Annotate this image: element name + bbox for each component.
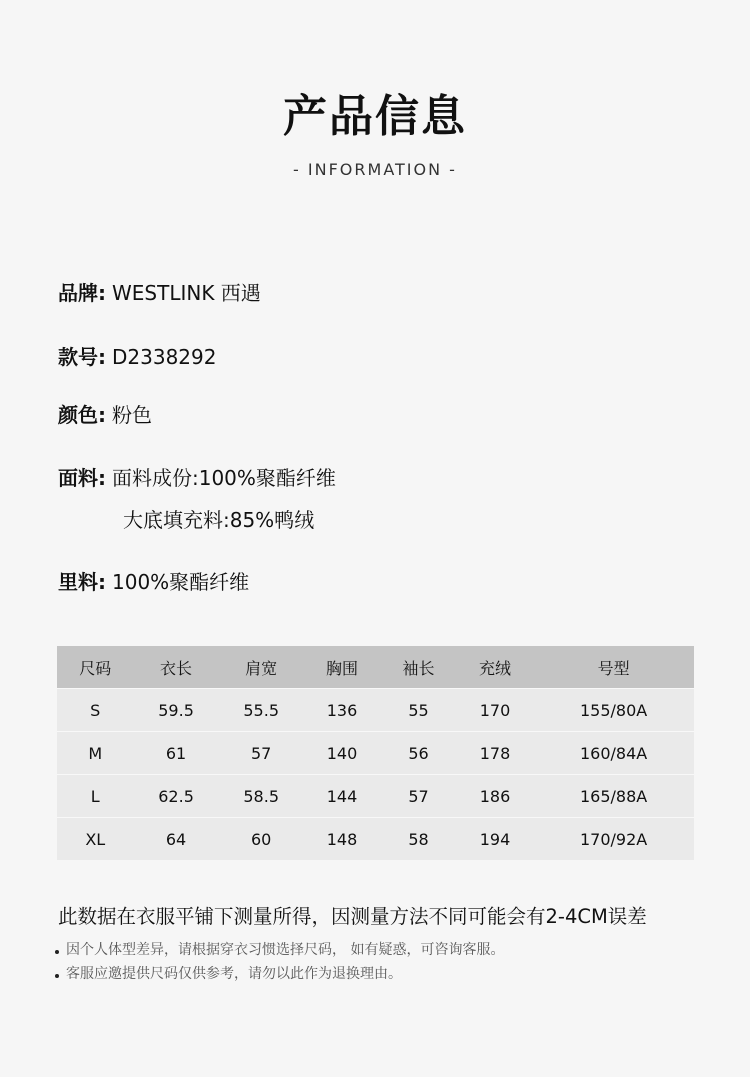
- size-chart-table: [57, 646, 694, 860]
- page-subtitle: - INFORMATION -: [293, 160, 457, 179]
- table-cell: 148: [304, 818, 381, 861]
- fabric-value: 面料成份:100%聚酯纤维: [112, 466, 336, 490]
- style-number-value: D2338292: [112, 345, 217, 369]
- table-cell: XL: [57, 818, 134, 861]
- table-cell: 136: [304, 689, 381, 732]
- table-cell: 57: [219, 732, 304, 775]
- brand-row: [58, 278, 261, 308]
- table-cell: 144: [304, 775, 381, 818]
- table-cell: 60: [219, 818, 304, 861]
- note-item: [55, 964, 402, 984]
- table-row: [57, 689, 694, 732]
- table-row: [57, 732, 694, 775]
- page-title: 产品信息: [283, 91, 467, 142]
- table-row: [57, 775, 694, 818]
- color-row: [58, 400, 152, 430]
- fabric-filling-value: 大底填充料:85%鸭绒: [123, 508, 315, 532]
- table-cell: 56: [380, 732, 457, 775]
- lining-value: 100%聚酯纤维: [112, 570, 250, 594]
- style-number-label: 款号:: [58, 345, 106, 369]
- table-cell: 178: [457, 732, 534, 775]
- table-cell: 170/92A: [533, 818, 694, 861]
- note-item-text: 因个人体型差异，请根据穿衣习惯选择尺码， 如有疑惑，可咨询客服。: [66, 942, 505, 958]
- size-table-header-row: [57, 646, 694, 689]
- table-cell: L: [57, 775, 134, 818]
- table-cell: 165/88A: [533, 775, 694, 818]
- header-size: 尺码: [57, 646, 134, 689]
- table-cell: 155/80A: [533, 689, 694, 732]
- table-cell: 58: [380, 818, 457, 861]
- measurement-note: 此数据在衣服平铺下测量所得，因测量方法不同可能会有2-4CM误差: [58, 905, 647, 928]
- table-row: [57, 818, 694, 861]
- table-cell: M: [57, 732, 134, 775]
- table-cell: 57: [380, 775, 457, 818]
- fabric-row: [58, 463, 336, 493]
- header-length: 衣长: [134, 646, 219, 689]
- bullet-icon: [55, 974, 59, 978]
- table-cell: 59.5: [134, 689, 219, 732]
- table-cell: 186: [457, 775, 534, 818]
- table-cell: 170: [457, 689, 534, 732]
- table-cell: 55: [380, 689, 457, 732]
- header-sleeve: 袖长: [380, 646, 457, 689]
- table-cell: 62.5: [134, 775, 219, 818]
- table-cell: 58.5: [219, 775, 304, 818]
- bullet-icon: [55, 950, 59, 954]
- color-value: 粉色: [112, 403, 152, 427]
- lining-row: [58, 567, 249, 597]
- lining-label: 里料:: [58, 570, 106, 594]
- table-cell: 55.5: [219, 689, 304, 732]
- table-cell: S: [57, 689, 134, 732]
- note-item-text: 客服应邀提供尺码仅供参考，请勿以此作为退换理由。: [66, 966, 402, 982]
- brand-value: WESTLINK 西遇: [112, 281, 261, 305]
- color-label: 颜色:: [58, 403, 106, 427]
- table-cell: 194: [457, 818, 534, 861]
- table-cell: 61: [134, 732, 219, 775]
- header-down-fill: 充绒: [457, 646, 534, 689]
- header-shoulder: 肩宽: [219, 646, 304, 689]
- header-fit-code: 号型: [533, 646, 694, 689]
- table-cell: 64: [134, 818, 219, 861]
- brand-label: 品牌:: [58, 281, 106, 305]
- table-cell: 140: [304, 732, 381, 775]
- header-chest: 胸围: [304, 646, 381, 689]
- fabric-label: 面料:: [58, 466, 106, 490]
- style-number-row: [58, 342, 216, 372]
- table-cell: 160/84A: [533, 732, 694, 775]
- note-item: [55, 940, 504, 960]
